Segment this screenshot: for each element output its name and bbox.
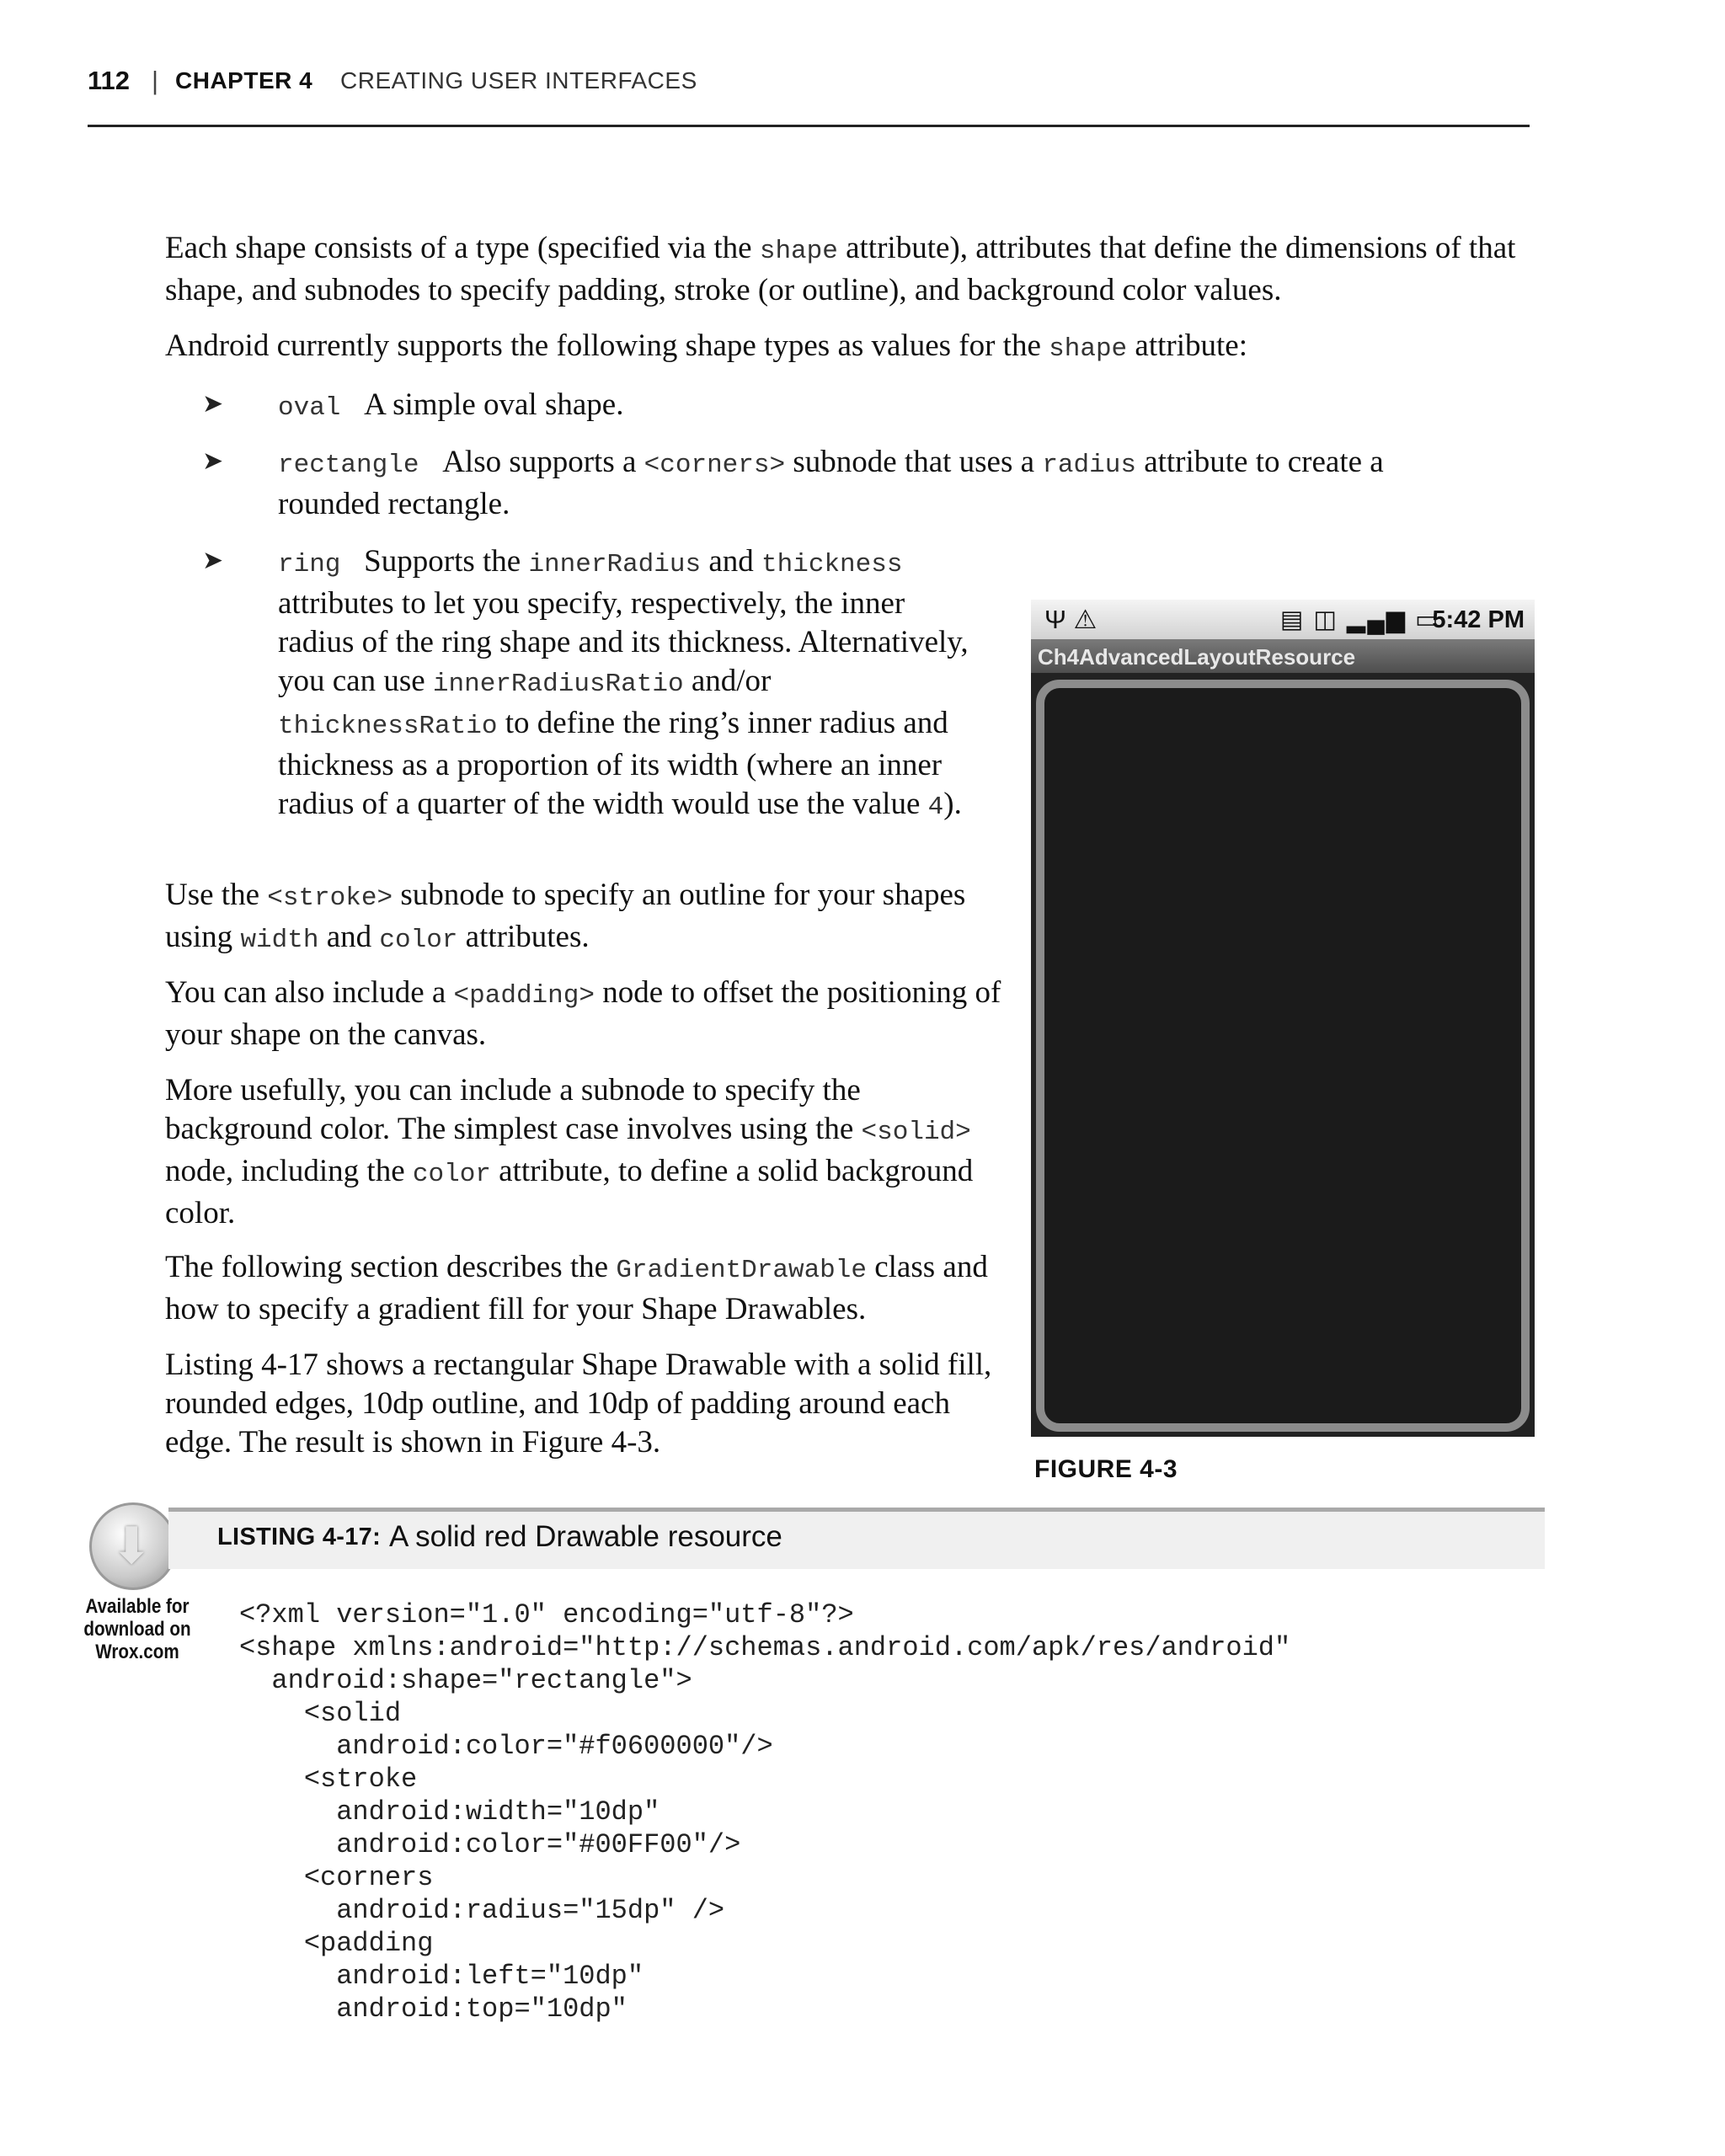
signal-battery-icon: ▤ ◫ ▂▄▆ ▭: [1280, 606, 1440, 633]
text: node to offset the positioning of your shape on the canvas.: [165, 975, 1001, 1052]
code-line: android:top="10dp": [239, 1993, 628, 2025]
code-line: <corners: [239, 1862, 434, 1893]
inline-code: <padding>: [453, 981, 595, 1011]
paragraph-gradient: [165, 1248, 1007, 1329]
text: The following section describes the: [165, 1250, 617, 1284]
text: and/or: [683, 664, 772, 698]
inline-code: <solid>: [861, 1118, 971, 1147]
listing-header: [168, 1508, 1545, 1569]
text: Use the: [165, 878, 268, 912]
bullet-ring: [278, 542, 969, 827]
code-listing: [239, 1598, 1290, 2025]
inline-code: color: [412, 1160, 491, 1189]
bullet-rectangle: [278, 443, 1491, 524]
usb-warning-icon: Ψ ⚠: [1044, 605, 1097, 634]
listing-title: A solid red Drawable resource: [389, 1520, 782, 1553]
inline-code: GradientDrawable: [616, 1256, 867, 1285]
bullet-oval: [278, 386, 1541, 428]
inline-code: innerRadiusRatio: [432, 670, 684, 699]
text: A simple oval shape.: [364, 387, 624, 422]
inline-code: shape: [1049, 334, 1128, 364]
header-separator: |: [152, 66, 159, 95]
bullet-term: ring: [278, 550, 341, 579]
bullet-marker: ➤: [202, 447, 224, 475]
text: attributes to let you specify, respectively, the inner radius of the ring shape and its thickness. Alternatively, you can use: [278, 586, 969, 698]
text: class and how to specify a gradient fill for your Shape Drawables.: [165, 1250, 988, 1326]
inline-code: <corners>: [644, 451, 786, 480]
code-line: <solid: [239, 1698, 402, 1729]
app-content: [1031, 673, 1535, 1437]
download-label: [74, 1595, 200, 1663]
inline-code: thickness: [761, 550, 903, 579]
paragraph-stroke: [165, 876, 1007, 960]
code-line: android:color="#f0600000"/>: [239, 1731, 773, 1762]
paragraph-shape-intro: [165, 229, 1546, 310]
code-line: android:radius="15dp" />: [239, 1895, 725, 1926]
chapter-label: CHAPTER 4: [175, 67, 313, 93]
text: ).: [943, 787, 962, 821]
code-line: <shape xmlns:android="http://schemas.android.com/apk/res/android": [239, 1632, 1291, 1663]
download-line: Wrox.com: [95, 1641, 179, 1663]
text: Android currently supports the following shape types as values for the: [165, 328, 1049, 363]
inline-code: thicknessRatio: [278, 712, 498, 741]
inline-code: innerRadius: [528, 550, 702, 579]
text: and: [701, 544, 762, 579]
text: attribute:: [1127, 328, 1247, 363]
code-line: android:color="#00FF00"/>: [239, 1829, 741, 1860]
status-bar: [1031, 600, 1535, 639]
text: attribute, to define a solid background color.: [165, 1154, 974, 1230]
code-line: android:width="10dp": [239, 1796, 660, 1828]
text: to define the ring’s inner radius and thickness as a proportion of its width (where an inner radius of a quarter of the width would use the value: [278, 706, 948, 821]
paragraph-listing-intro: Listing 4-17 shows a rectangular Shape Drawable with a solid fill, rounded edges, 10dp outline, and 10dp of padding around each edge. The result is shown in Figure 4-3.: [165, 1348, 992, 1460]
listing-label: LISTING 4-17:: [217, 1524, 382, 1550]
page-number: 112: [88, 66, 131, 95]
bullet-marker: ➤: [202, 547, 224, 574]
code-line: android:shape="rectangle">: [239, 1665, 692, 1696]
text: More usefully, you can include a subnode to specify the background color. The simplest case involves using the: [165, 1073, 862, 1146]
paragraph-shape-types: [165, 327, 1546, 369]
download-line: download on: [83, 1618, 191, 1641]
text: Supports the: [364, 544, 529, 579]
download-arrow-icon: ⬇: [89, 1502, 177, 1590]
figure-phone-screenshot: [1031, 600, 1535, 1437]
paragraph-solid: [165, 1071, 1007, 1233]
inline-code: <stroke>: [267, 883, 393, 913]
code-line: <stroke: [239, 1764, 418, 1795]
code-line: android:left="10dp": [239, 1961, 644, 1992]
inline-code: color: [379, 926, 458, 955]
app-title-bar: [1031, 639, 1535, 673]
text: Also supports a: [442, 445, 644, 479]
text: subnode that uses a: [785, 445, 1043, 479]
rounded-rectangle-shape: [1036, 680, 1530, 1432]
figure-caption: FIGURE 4-3: [1034, 1455, 1178, 1483]
app-title: Ch4AdvancedLayoutResource: [1038, 644, 1356, 670]
text: node, including the: [165, 1154, 413, 1188]
download-line: Available for: [85, 1595, 190, 1618]
inline-code: width: [240, 926, 319, 955]
inline-code: shape: [759, 237, 838, 266]
bullet-term: oval: [278, 393, 341, 423]
text: subnode to specify an outline for your shapes using: [165, 878, 966, 954]
text: You can also include a: [165, 975, 454, 1010]
paragraph-padding: [165, 974, 1007, 1054]
text: and: [318, 920, 380, 954]
code-line: <?xml version="1.0" encoding="utf-8"?>: [239, 1599, 854, 1630]
inline-code: 4: [927, 792, 944, 822]
text: attributes.: [457, 920, 590, 954]
bullet-term: rectangle: [278, 451, 419, 480]
text: attribute), attributes that define the dimensions of that shape, and subnodes to specify padding, stroke (or outline), and background color values.: [165, 231, 1516, 307]
code-line: <padding: [239, 1928, 434, 1959]
text: Each shape consists of a type (specified via the: [165, 231, 760, 265]
text: attribute to create a rounded rectangle.: [278, 445, 1384, 521]
status-time: 5:42 PM: [1432, 606, 1525, 633]
running-header: [88, 66, 1530, 127]
chapter-title: CREATING USER INTERFACES: [340, 67, 697, 93]
bullet-marker: ➤: [202, 390, 224, 418]
inline-code: radius: [1042, 451, 1136, 480]
